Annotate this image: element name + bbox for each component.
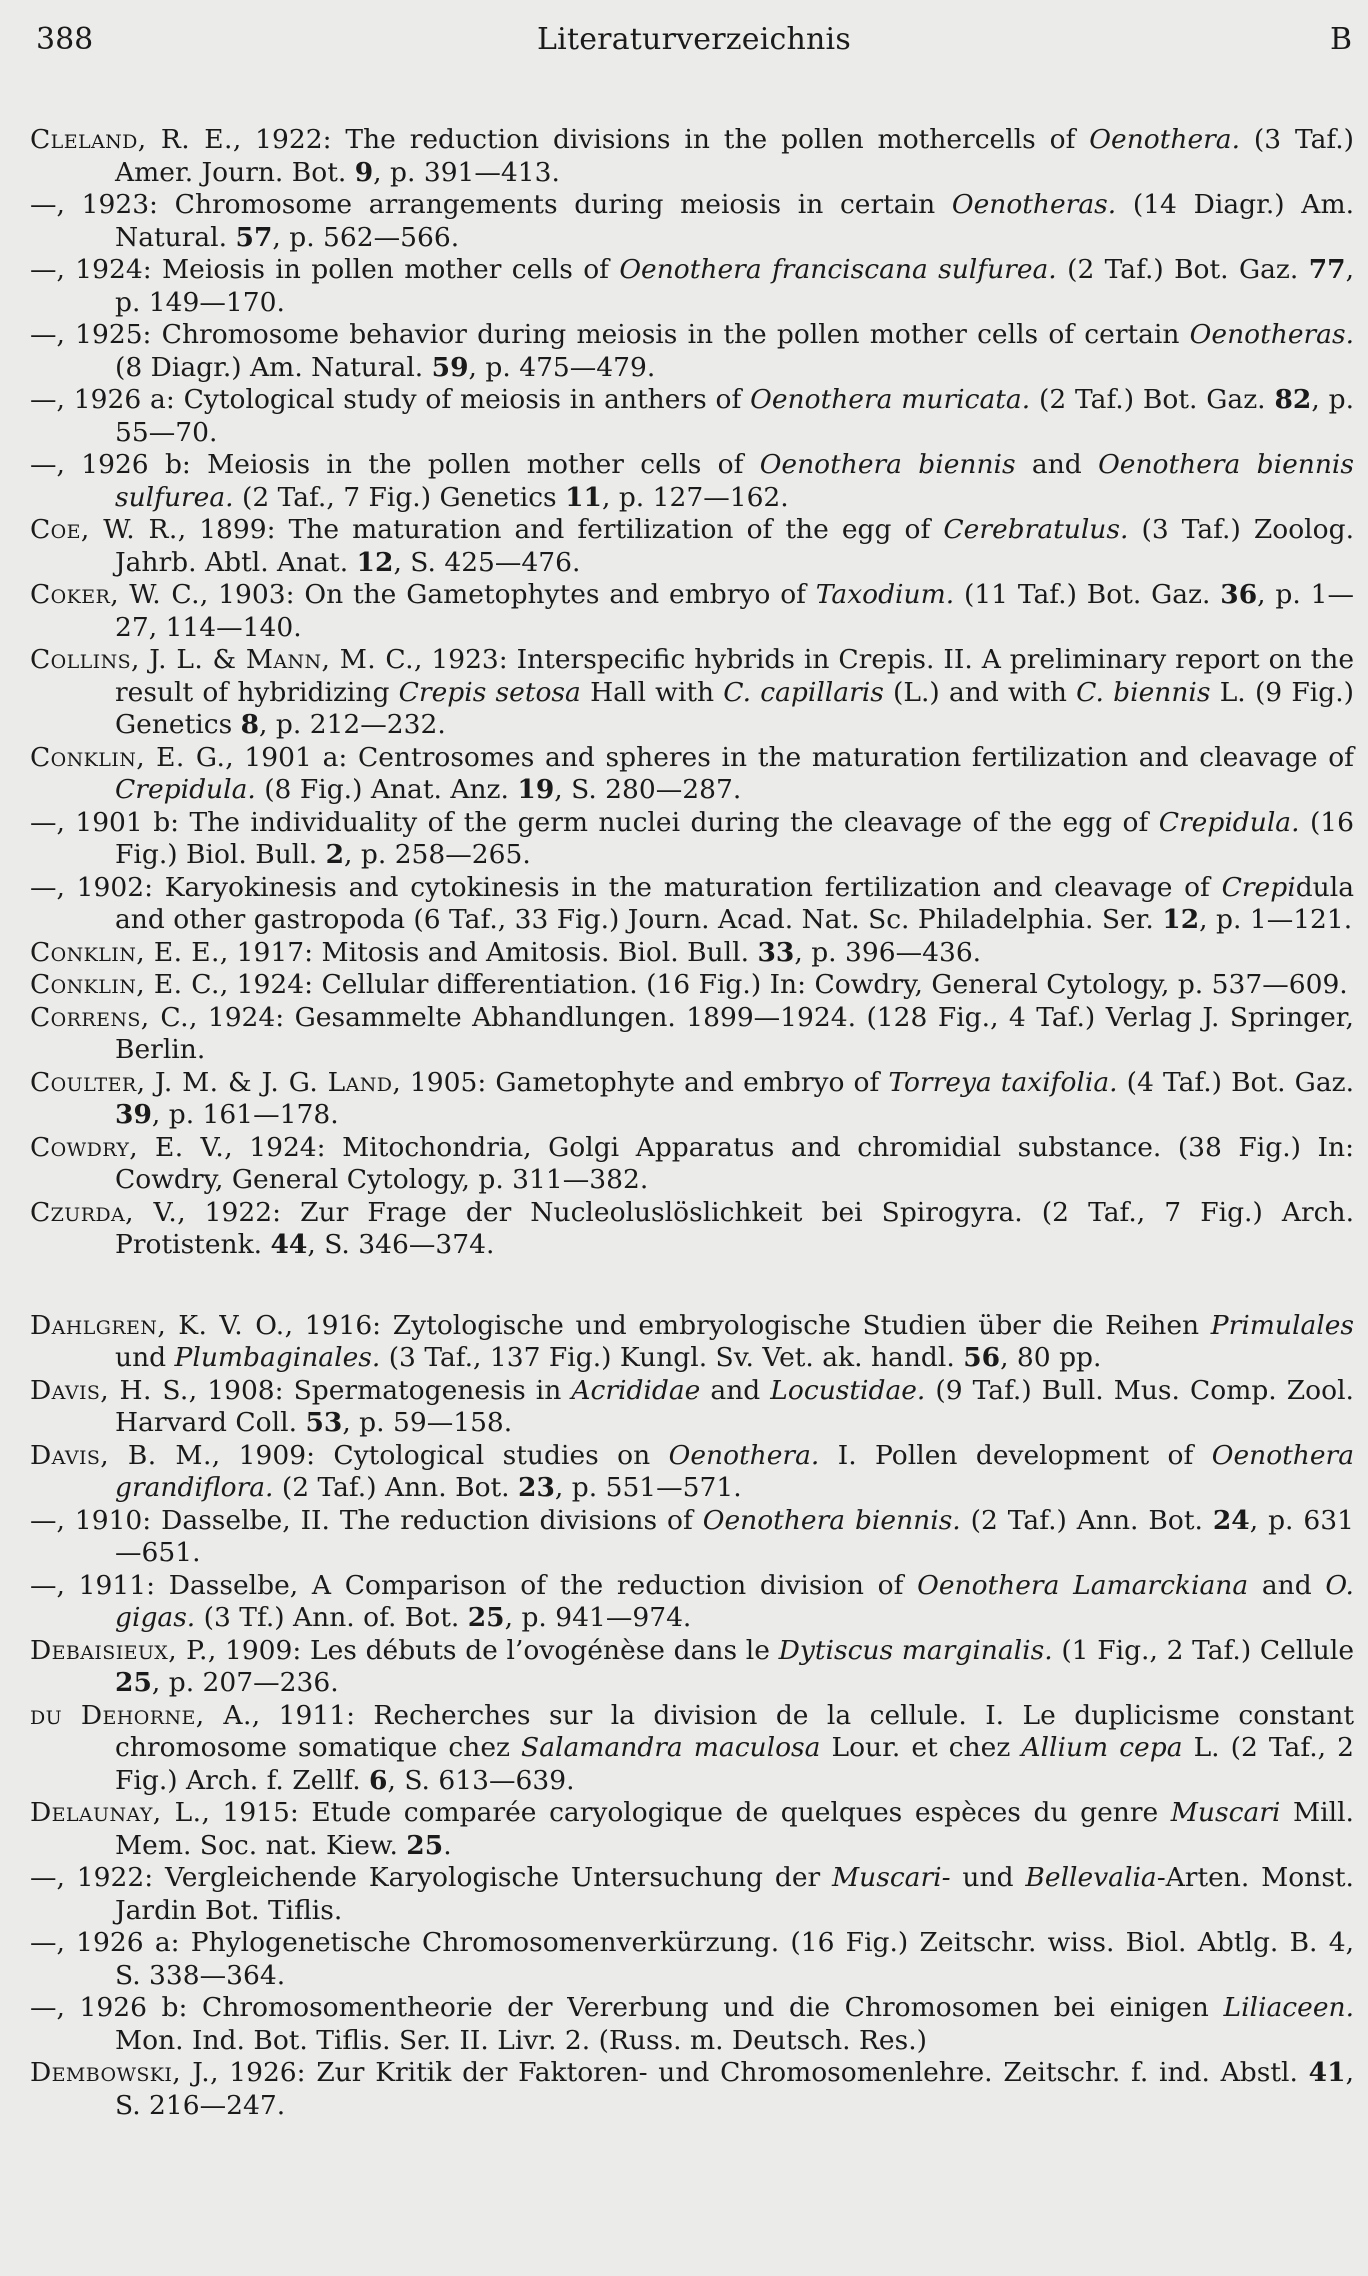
reference-text: (2 Taf.) Bot. Gaz. (1056, 254, 1309, 285)
reference-author: Coker, W. C. (30, 579, 200, 610)
taxon-name: Oenothera franciscana sulfurea. (619, 254, 1057, 285)
taxon-name: Taxodium. (815, 579, 955, 610)
volume-number: 59 (431, 351, 469, 383)
volume-number: 8 (240, 709, 260, 740)
taxon-name: Muscari- (832, 1862, 951, 1893)
reference-text: and (700, 1374, 771, 1406)
taxon-name: O. gigas. (115, 1569, 1354, 1633)
reference-text: , 1909: Les débuts de l’ovogénèse dans le (207, 1634, 779, 1666)
reference-text: —, 1922: Vergleichende Karyologische Untersuchung der (30, 1862, 833, 1893)
reference-entry (30, 449, 1354, 514)
reference-entry (30, 1927, 1354, 1992)
volume-number: 56 (963, 1342, 1001, 1373)
reference-entry (30, 1797, 1354, 1862)
reference-text: , 1924: Cellular differentiation. (16 Fig.) In: Cowdry, General Cytology, p. 537—609. (219, 969, 1348, 1000)
reference-entry (30, 579, 1354, 644)
reference-text: (9 Taf.) Bull. Mus. Comp. Zool. Harvard Coll. (115, 1374, 1354, 1438)
taxon-name: Allium cepa (1021, 1732, 1183, 1763)
reference-text: -Arten. Monst. Jardin Bot. Tiflis. (115, 1862, 1354, 1926)
reference-author: du Dehorne, A. (30, 1699, 252, 1731)
volume-number: 44 (270, 1229, 308, 1260)
reference-entry (30, 1375, 1354, 1440)
taxon-name: Liliaceen. (1223, 1992, 1354, 2023)
reference-text: , S. 346—374. (307, 1229, 495, 1260)
reference-text: (2 Taf.) Ann. Bot. (960, 1504, 1213, 1536)
taxon-name: Oenothera biennis. (702, 1504, 961, 1536)
reference-entry (30, 1067, 1354, 1132)
reference-text: , S. 425—476. (393, 546, 581, 578)
volume-number: 6 (369, 1764, 388, 1796)
reference-entry (30, 937, 1354, 970)
reference-text: , 1908: Spermatogenesis in (188, 1374, 572, 1406)
reference-entry (30, 644, 1354, 742)
reference-text: , p. 1—121. (1199, 904, 1353, 935)
reference-text: —, 1901 b: The individuality of the germ nuclei during the cleavage of the egg of (30, 806, 1159, 838)
taxon-name: C. biennis (1076, 676, 1211, 708)
reference-text: Mill. Mem. Soc. nat. Kiew. (115, 1797, 1354, 1861)
taxon-name: Dytiscus marginalis. (778, 1634, 1053, 1666)
taxon-name: Muscari (1170, 1797, 1281, 1828)
section-letter: B (1329, 22, 1352, 57)
reference-entry (30, 384, 1354, 449)
reference-author: Coulter, J. M. & J. G. Land (30, 1066, 393, 1098)
reference-text: (16 Fig.) Biol. Bull. (115, 806, 1355, 870)
volume-number: 33 (757, 936, 795, 968)
taxon-name: Oenothera muricata. (750, 384, 1031, 415)
reference-entry (30, 1635, 1354, 1700)
reference-author: Correns, C. (30, 1001, 189, 1033)
reference-entry (30, 1197, 1354, 1262)
reference-text: (L.) and with (883, 676, 1077, 708)
reference-text: (3 Taf.) Amer. Journ. Bot. (115, 124, 1354, 188)
reference-text: , p. 475—479. (468, 351, 656, 383)
running-title: Literaturverzeichnis (537, 22, 851, 57)
reference-text: und (115, 1342, 175, 1373)
reference-text: , p. 551—571. (554, 1472, 742, 1503)
reference-entry (30, 124, 1354, 189)
reference-text: and (1248, 1569, 1326, 1601)
reference-text: —, 1926 a: Phylogenetische Chromosomenverkürzung. (16 Fig.) Zeitschr. wiss. Biol. Abtlg. B. 4, S. 338—364. (30, 1927, 1354, 1991)
volume-number: 11 (565, 481, 602, 513)
reference-entry (30, 969, 1354, 1002)
reference-text: —, 1902: Karyokinesis and cytokinesis in the maturation fertilization and cleavage of (30, 871, 1222, 903)
reference-text: , 1901 a: Centrosomes and spheres in the maturation fertilization and cleavage of (225, 741, 1354, 773)
volume-number: 19 (517, 774, 555, 805)
reference-text: (3 Taf.) Zoolog. Jahrb. Abtl. Anat. (115, 514, 1354, 578)
reference-text: (11 Taf.) Bot. Gaz. (954, 579, 1221, 610)
reference-author: Collins, J. L. & Mann, M. C. (30, 644, 414, 675)
reference-text: I. Pollen development of (819, 1439, 1212, 1471)
volume-number: 53 (305, 1407, 343, 1438)
reference-author: Cleland, R. E. (30, 124, 233, 155)
reference-text: and (1015, 449, 1099, 480)
volume-number: 36 (1220, 579, 1258, 610)
reference-text: , 1916: Zytologische und embryologische Studien über die Reihen (284, 1309, 1211, 1341)
reference-text: , p. 258—265. (344, 839, 531, 870)
taxon-name: Torreya taxifolia. (888, 1066, 1118, 1098)
volume-number: 25 (406, 1829, 444, 1861)
reference-text: , p. 55—70. (115, 384, 1355, 448)
taxon-name: C. capillaris (723, 676, 884, 708)
reference-entry (30, 2057, 1354, 2122)
reference-text: , p. 149—170. (115, 254, 1355, 318)
reference-text: , p. 59—158. (342, 1407, 513, 1438)
page-number: 388 (36, 22, 94, 57)
reference-text: , S. 613—639. (387, 1764, 575, 1796)
volume-number: 57 (235, 221, 273, 253)
reference-entry (30, 189, 1354, 254)
reference-text: , S. 216—247. (115, 2057, 1354, 2121)
reference-entry (30, 1002, 1354, 1067)
volume-number: 25 (115, 1667, 152, 1698)
reference-entry (30, 514, 1354, 579)
taxon-name: Plumbaginales. (174, 1342, 381, 1373)
reference-text: , p. 127—162. (601, 481, 789, 513)
reference-text: , p. 631—651. (115, 1504, 1354, 1568)
volume-number: 41 (1308, 2057, 1346, 2088)
reference-text: (1 Fig., 2 Taf.) Cellule (1052, 1634, 1355, 1666)
reference-text: L. (2 Taf., 2 Fig.) Arch. f. Zellf. (115, 1732, 1354, 1796)
reference-text: , S. 280—287. (554, 774, 742, 805)
reference-text: , 1924: Gesammelte Abhandlungen. 1899—1924. (128 Fig., 4 Taf.) Verlag J. Springer, Berlin. (115, 1001, 1354, 1065)
reference-text: dula and other gastropoda (6 Taf., 33 Fig.) Journ. Acad. Nat. Sc. Philadelphia. Ser. (115, 871, 1354, 935)
reference-text: , 1909: Cytological studies on (211, 1439, 669, 1471)
reference-author: Davis, B. M. (30, 1439, 212, 1471)
taxon-name: Oenothera biennis (759, 449, 1016, 480)
volume-number: 23 (518, 1472, 555, 1503)
reference-text: —, 1924: Meiosis in pollen mother cells of (30, 254, 620, 285)
reference-text: —, 1910: Dasselbe, II. The reduction divisions of (30, 1504, 703, 1536)
volume-number: 9 (354, 156, 374, 188)
reference-entry (30, 1310, 1354, 1375)
reference-entry (30, 1440, 1354, 1505)
reference-text: (14 Diagr.) Am. Natural. (115, 189, 1354, 253)
reference-entry (30, 254, 1354, 319)
reference-text: und (950, 1862, 1026, 1893)
taxon-name: Crepidula. (1158, 806, 1300, 838)
taxon-name: Acrididae (571, 1374, 701, 1406)
reference-text: (2 Taf.) Bot. Gaz. (1030, 384, 1275, 415)
reference-author: Conklin, E. E. (30, 936, 220, 968)
running-header (30, 22, 1358, 80)
reference-author: Conklin, E. C. (30, 969, 220, 1000)
reference-text: —, 1926 b: Chromosomentheorie der Vererbung und die Chromosomen bei einigen (30, 1992, 1224, 2023)
taxon-name: Oenothera. (668, 1439, 820, 1471)
reference-text: L. (9 Fig.) Genetics (115, 676, 1354, 740)
reference-text: (8 Fig.) Anat. Anz. (255, 774, 518, 805)
reference-text: (3 Tf.) Ann. of. Bot. (195, 1602, 468, 1633)
reference-text: , 1922: The reduction divisions in the pollen mothercells of (232, 124, 1090, 155)
taxon-name: Oenothera grandiflora. (115, 1439, 1355, 1503)
reference-author: Debaisieux, P. (30, 1634, 208, 1666)
reference-author: Davis, H. S. (30, 1374, 189, 1406)
reference-text: , 80 pp. (1000, 1342, 1102, 1373)
reference-text: , 1924: Mitochondria, Golgi Apparatus and chromidial substance. (38 Fig.) In: Cowdry, General Cytology, p. 311—382. (115, 1131, 1354, 1195)
taxon-name: Crepi (1221, 871, 1296, 903)
reference-text: (3 Taf., 137 Fig.) Kungl. Sv. Vet. ak. handl. (380, 1342, 964, 1373)
reference-text: , 1926: Zur Kritik der Faktoren- und Chromosomenlehre. Zeitschr. f. ind. Abstl. (210, 2057, 1309, 2088)
volume-number: 77 (1308, 254, 1346, 285)
reference-text: , 1905: Gametophyte and embryo of (392, 1066, 889, 1098)
taxon-name: Crepidula. (115, 774, 256, 805)
taxon-name: Bellevalia (1025, 1862, 1157, 1893)
reference-entry (30, 1570, 1354, 1635)
reference-entry (30, 1505, 1354, 1570)
reference-text: , 1899: The maturation and fertilization of the egg of (177, 514, 944, 545)
reference-text: Mon. Ind. Bot. Tiflis. Ser. II. Livr. 2. (Russ. m. Deutsch. Res.) (115, 2024, 927, 2056)
reference-entry (30, 807, 1354, 872)
reference-text: , p. 161—178. (151, 1099, 339, 1130)
taxon-name: Crepis setosa (398, 676, 581, 708)
reference-entry (30, 1132, 1354, 1197)
taxon-name: Oenothera biennis sulfurea. (115, 449, 1354, 513)
reference-text: , p. 1—27, 114—140. (115, 579, 1354, 643)
reference-text: , p. 941—974. (504, 1602, 692, 1633)
reference-text: (2 Taf., 7 Fig.) Genetics (233, 481, 566, 513)
volume-number: 2 (325, 839, 345, 870)
reference-entry (30, 1992, 1354, 2057)
reference-author: Conklin, E. G. (30, 741, 226, 773)
volume-number: 25 (467, 1602, 505, 1633)
volume-number: 39 (115, 1099, 152, 1130)
reference-author: Dahlgren, K. V. O. (30, 1309, 285, 1341)
reference-text: (2 Taf.) Ann. Bot. (273, 1472, 519, 1503)
taxon-name: Oenotheras. (1189, 319, 1354, 350)
reference-text: , 1915: Etude comparée caryologique de quelques espèces du genre (201, 1797, 1171, 1828)
reference-text: —, 1911: Dasselbe, A Comparison of the reduction division of (30, 1569, 918, 1601)
reference-text: , 1923: Interspecific hybrids in Crepis. II. A preliminary report on the result of hybridizing (115, 644, 1355, 708)
reference-text: , 1917: Mitosis and Amitosis. Biol. Bull. (219, 936, 758, 968)
reference-entry (30, 1862, 1354, 1927)
reference-text: —, 1926 a: Cytological study of meiosis in anthers of (30, 384, 751, 415)
taxon-name: Salamandra maculosa (521, 1732, 821, 1763)
taxon-name: Locustidae. (770, 1374, 926, 1406)
reference-text: Hall with (580, 676, 724, 708)
taxon-name: Oenothera. (1089, 124, 1241, 155)
reference-author: Czurda, V. (30, 1196, 178, 1228)
taxon-name: Cerebratulus. (943, 514, 1129, 545)
volume-number: 24 (1212, 1504, 1250, 1536)
taxon-name: Primulales (1210, 1309, 1354, 1341)
reference-text: , 1922: Zur Frage der Nucleoluslöslichkeit bei Spirogyra. (2 Taf., 7 Fig.) Arch. Protistenk. (115, 1196, 1355, 1260)
reference-text: , p. 562—566. (272, 221, 460, 253)
reference-text: —, 1926 b: Meiosis in the pollen mother cells of (30, 449, 760, 480)
reference-author: Delaunay, L. (30, 1797, 202, 1828)
reference-text: —, 1925: Chromosome behavior during meiosis in the pollen mother cells of certain (30, 319, 1190, 350)
reference-text: , 1911: Recherches sur la division de la cellule. I. Le duplicisme constant chromosome somatique chez (115, 1699, 1354, 1763)
volume-number: 82 (1274, 384, 1312, 415)
reference-text: . (443, 1829, 452, 1861)
reference-entry (30, 742, 1354, 807)
reference-author: Coe, W. R. (30, 514, 178, 545)
reference-text: , p. 207—236. (151, 1667, 339, 1698)
reference-text: (4 Taf.) Bot. Gaz. (1117, 1066, 1355, 1098)
reference-list (30, 124, 1358, 2122)
reference-text: Lour. et chez (820, 1732, 1022, 1763)
reference-text: (8 Diagr.) Am. Natural. (115, 351, 432, 383)
volume-number: 12 (1162, 904, 1200, 935)
reference-text: , 1903: On the Gametophytes and embryo of (199, 579, 816, 610)
reference-text: —, 1923: Chromosome arrangements during meiosis in certain (30, 189, 952, 220)
reference-entry (30, 1700, 1354, 1798)
reference-text: , p. 391—413. (373, 156, 560, 188)
taxon-name: Oenothera Lamarckiana (917, 1569, 1249, 1601)
reference-author: Dembowski, J. (30, 2057, 211, 2088)
reference-entry (30, 872, 1354, 937)
reference-author: Cowdry, E. V. (30, 1131, 225, 1163)
taxon-name: Oenotheras. (951, 189, 1117, 220)
reference-entry (30, 319, 1354, 384)
volume-number: 12 (356, 546, 394, 578)
reference-text: , p. 396—436. (794, 936, 982, 968)
reference-text: , p. 212—232. (259, 709, 446, 740)
